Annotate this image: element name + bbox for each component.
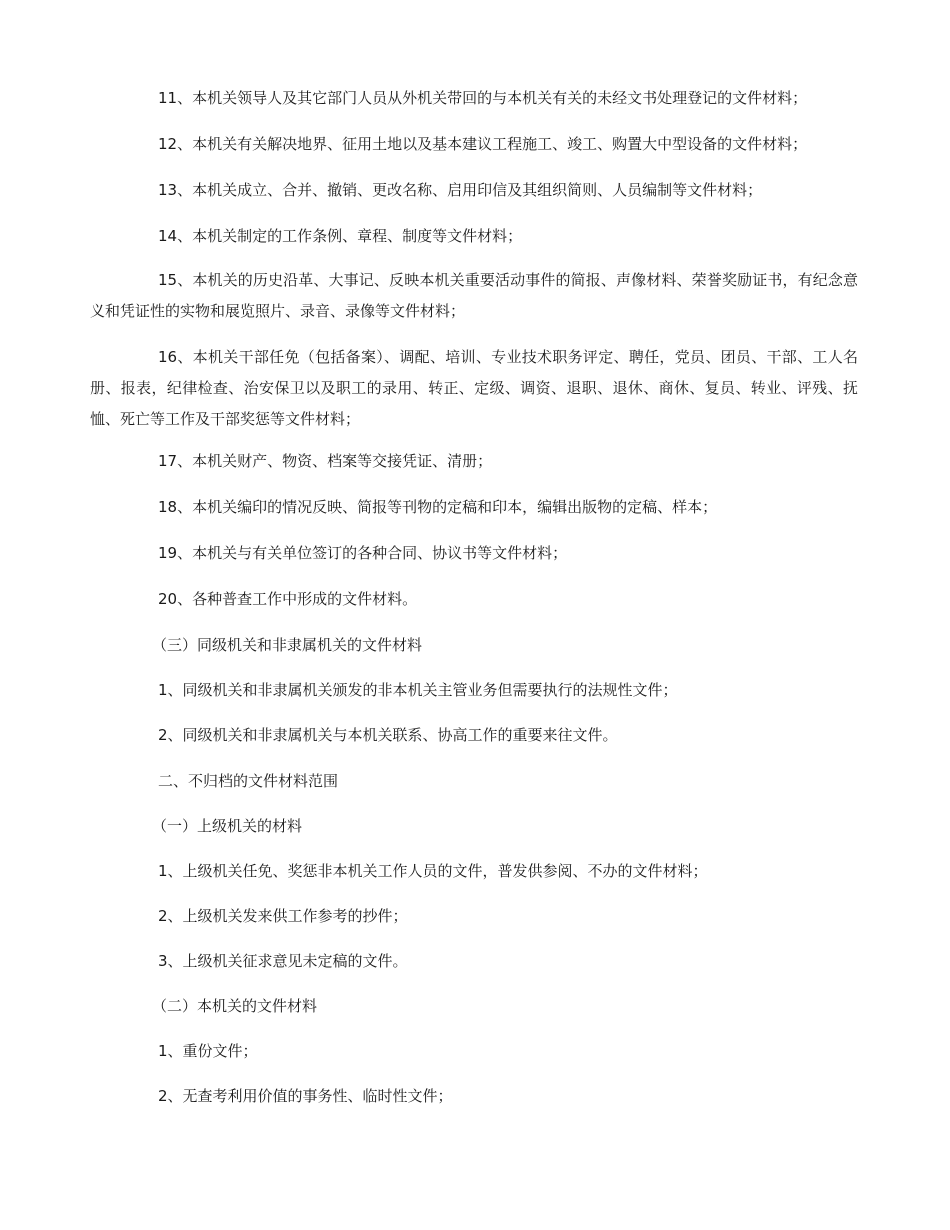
subsection2-item-2: 2、无查考利用价值的事务性、临时性文件；	[158, 1087, 453, 1105]
paragraph-item-19: 19、本机关与有关单位签订的各种合同、协议书等文件材料；	[158, 544, 568, 562]
paragraph-item-17: 17、本机关财产、物资、档案等交接凭证、清册；	[158, 452, 493, 470]
paragraph-item-12: 12、本机关有关解决地界、征用土地以及基本建议工程施工、竣工、购置大中型设备的文件材料；	[158, 135, 808, 153]
section3-item-1: 1、同级机关和非隶属机关颁发的非本机关主管业务但需要执行的法规性文件；	[158, 681, 678, 699]
paragraph-item-15: 15、本机关的历史沿革、大事记、反映本机关重要活动事件的简报、声像材料、荣誉奖励证书，有纪念意义和凭证性的实物和展览照片、录音、录像等文件材料；	[90, 271, 858, 320]
paragraph-item-20: 20、各种普查工作中形成的文件材料。	[158, 590, 418, 608]
paragraph-item-16: 16、本机关干部任免（包括备案）、调配、培训、专业技术职务评定、聘任，党员、团员、干部、工人名册、报表，纪律检查、治安保卫以及职工的录用、转正、定级、调资、退职、退休、商休、复员、转业、评残、抚恤、死亡等工作及干部奖惩等文件材料；	[90, 348, 858, 428]
subsection2-item-1: 1、重份文件；	[158, 1042, 258, 1060]
paragraph-item-13: 13、本机关成立、合并、撤销、更改名称、启用印信及其组织简则、人员编制等文件材料；	[158, 181, 763, 199]
subsection1-item-2: 2、上级机关发来供工作参考的抄件；	[158, 907, 408, 925]
paragraph-item-18: 18、本机关编印的情况反映、简报等刊物的定稿和印本，编辑出版物的定稿、样本；	[158, 498, 718, 516]
section-heading-3: （三）同级机关和非隶属机关的文件材料	[152, 636, 423, 654]
part-heading-2: 二、不归档的文件材料范围	[158, 772, 339, 790]
subsection-heading-2: （二）本机关的文件材料	[152, 997, 318, 1015]
subsection1-item-3: 3、上级机关征求意见未定稿的文件。	[158, 952, 408, 970]
subsection1-item-1: 1、上级机关任免、奖惩非本机关工作人员的文件，普发供参阅、不办的文件材料；	[158, 862, 708, 880]
paragraph-item-14: 14、本机关制定的工作条例、章程、制度等文件材料；	[158, 227, 523, 245]
section3-item-2: 2、同级机关和非隶属机关与本机关联系、协高工作的重要来往文件。	[158, 726, 618, 744]
subsection-heading-1: （一）上级机关的材料	[152, 817, 303, 835]
paragraph-item-11: 11、本机关领导人及其它部门人员从外机关带回的与本机关有关的未经文书处理登记的文件材料；	[158, 89, 808, 107]
